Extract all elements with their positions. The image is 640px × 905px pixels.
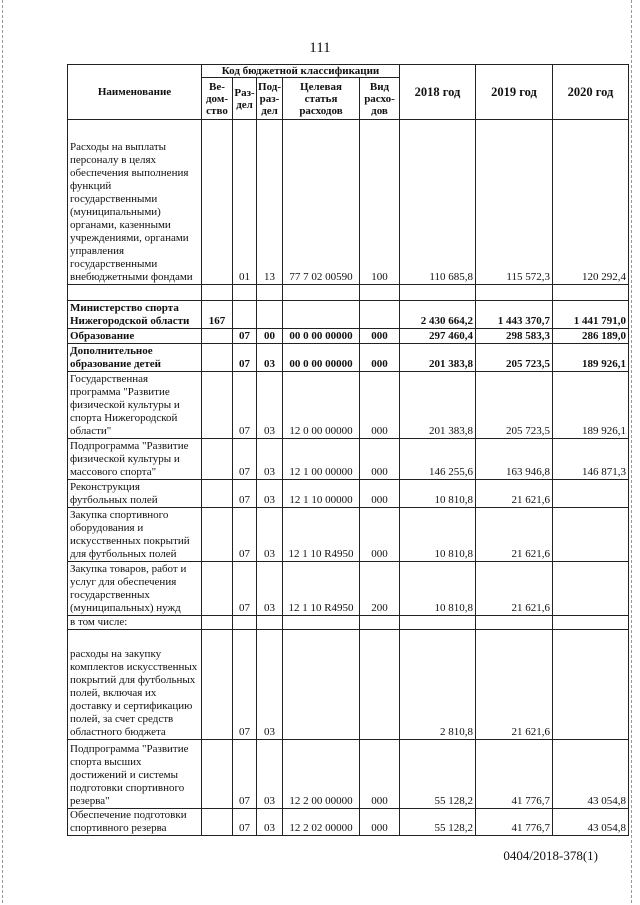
row-tselevaya	[283, 285, 360, 301]
page-number: 111	[309, 40, 331, 56]
row-tselevaya: 12 0 00 00000	[283, 372, 360, 439]
row-podrazdel: 00	[257, 329, 283, 344]
row-vedomstvo	[202, 508, 233, 562]
header-2018: 2018 год	[400, 65, 476, 120]
row-podrazdel: 03	[257, 508, 283, 562]
header-vedomstvo: Ве-дом-ство	[202, 78, 233, 120]
header-2019: 2019 год	[476, 65, 553, 120]
row-2020	[553, 508, 629, 562]
row-tselevaya	[283, 301, 360, 329]
row-vid: 000	[360, 329, 400, 344]
row-vedomstvo	[202, 120, 233, 285]
row-razdel	[233, 616, 257, 630]
row-name: Образование	[68, 329, 202, 344]
row-name: Подпрограмма "Развитие спорта высших достижений и системы подготовки спортивного резерва"	[68, 740, 202, 809]
row-2018: 10 810,8	[400, 508, 476, 562]
document-id: 0404/2018-378(1)	[503, 848, 598, 863]
row-vid: 000	[360, 344, 400, 372]
row-vedomstvo	[202, 616, 233, 630]
row-razdel: 07	[233, 480, 257, 508]
table-row	[68, 344, 629, 372]
row-name: Государственная программа "Развитие физической культуры и спорта Нижегородской области"	[68, 372, 202, 439]
row-tselevaya: 12 1 10 R4950	[283, 508, 360, 562]
row-2020: 286 189,0	[553, 329, 629, 344]
table-header	[68, 65, 629, 120]
scan-edge-right	[631, 0, 632, 905]
row-podrazdel	[257, 301, 283, 329]
row-name: Подпрограмма "Развитие физической культуры и массового спорта"	[68, 439, 202, 480]
table-row	[68, 120, 629, 285]
table-row	[68, 508, 629, 562]
row-2020	[553, 480, 629, 508]
header-tselevaya: Целевая статья расходов	[283, 78, 360, 120]
row-2019: 205 723,5	[476, 344, 553, 372]
row-vedomstvo: 167	[202, 301, 233, 329]
row-2020: 189 926,1	[553, 372, 629, 439]
table-row	[68, 285, 629, 301]
row-2019: 298 583,3	[476, 329, 553, 344]
row-name: Дополнительное образование детей	[68, 344, 202, 372]
row-podrazdel: 03	[257, 372, 283, 439]
row-2019: 41 776,7	[476, 809, 553, 836]
table-row	[68, 329, 629, 344]
row-razdel: 07	[233, 508, 257, 562]
row-2018: 2 430 664,2	[400, 301, 476, 329]
row-2018: 297 460,4	[400, 329, 476, 344]
row-2019: 21 621,6	[476, 508, 553, 562]
row-name: расходы на закупку комплектов искусственных покрытий для футбольных полей, включая их доставку и сертификацию полей, за счет средств областного бюджета	[68, 630, 202, 740]
row-name: Закупка товаров, работ и услуг для обеспечения государственных (муниципальных) нужд	[68, 562, 202, 616]
header-name: Наименование	[68, 65, 202, 120]
header-code-group: Код бюджетной классификации	[202, 65, 400, 78]
row-2020: 146 871,3	[553, 439, 629, 480]
row-2020: 43 054,8	[553, 740, 629, 809]
row-vid: 000	[360, 508, 400, 562]
row-vid: 000	[360, 740, 400, 809]
row-2019: 1 443 370,7	[476, 301, 553, 329]
row-razdel: 07	[233, 329, 257, 344]
row-2018: 2 810,8	[400, 630, 476, 740]
row-2019	[476, 285, 553, 301]
row-2020	[553, 562, 629, 616]
table-row	[68, 562, 629, 616]
row-vedomstvo	[202, 329, 233, 344]
row-2018: 146 255,6	[400, 439, 476, 480]
row-podrazdel: 03	[257, 809, 283, 836]
row-tselevaya: 12 1 10 R4950	[283, 562, 360, 616]
row-name: Закупка спортивного оборудования и искусственных покрытий для футбольных полей	[68, 508, 202, 562]
row-vid: 000	[360, 439, 400, 480]
row-name: Реконструкция футбольных полей	[68, 480, 202, 508]
row-vid	[360, 301, 400, 329]
row-tselevaya: 77 7 02 00590	[283, 120, 360, 285]
row-tselevaya: 00 0 00 00000	[283, 329, 360, 344]
row-podrazdel	[257, 616, 283, 630]
table-row	[68, 372, 629, 439]
row-razdel: 07	[233, 439, 257, 480]
row-vedomstvo	[202, 740, 233, 809]
table-row	[68, 740, 629, 809]
row-2018: 201 383,8	[400, 344, 476, 372]
row-vedomstvo	[202, 439, 233, 480]
header-razdel: Раз-дел	[233, 78, 257, 120]
table-row	[68, 809, 629, 836]
row-podrazdel: 03	[257, 630, 283, 740]
row-podrazdel: 03	[257, 562, 283, 616]
row-2018: 10 810,8	[400, 562, 476, 616]
table-row	[68, 301, 629, 329]
row-vid: 000	[360, 480, 400, 508]
row-vid	[360, 285, 400, 301]
row-vid: 000	[360, 809, 400, 836]
row-2020: 1 441 791,0	[553, 301, 629, 329]
row-vid	[360, 630, 400, 740]
row-vid: 200	[360, 562, 400, 616]
row-2019: 205 723,5	[476, 372, 553, 439]
row-razdel: 01	[233, 120, 257, 285]
table-body	[68, 120, 629, 836]
row-tselevaya	[283, 630, 360, 740]
row-tselevaya: 12 2 00 00000	[283, 740, 360, 809]
row-name	[68, 285, 202, 301]
row-2019: 21 621,6	[476, 480, 553, 508]
row-2020	[553, 616, 629, 630]
row-tselevaya	[283, 616, 360, 630]
table-row	[68, 480, 629, 508]
row-vedomstvo	[202, 630, 233, 740]
row-2019: 115 572,3	[476, 120, 553, 285]
row-tselevaya: 12 2 02 00000	[283, 809, 360, 836]
row-vid	[360, 616, 400, 630]
row-podrazdel	[257, 285, 283, 301]
row-vid: 000	[360, 372, 400, 439]
row-razdel	[233, 285, 257, 301]
row-tselevaya: 12 1 10 00000	[283, 480, 360, 508]
row-2018: 55 128,2	[400, 809, 476, 836]
row-2020	[553, 285, 629, 301]
header-podrazdel: Под-раз-дел	[257, 78, 283, 120]
row-vedomstvo	[202, 480, 233, 508]
row-2020: 120 292,4	[553, 120, 629, 285]
row-2020: 43 054,8	[553, 809, 629, 836]
row-2018: 110 685,8	[400, 120, 476, 285]
row-vedomstvo	[202, 562, 233, 616]
table-row	[68, 616, 629, 630]
row-razdel: 07	[233, 809, 257, 836]
row-name: Министерство спорта Нижегородской области	[68, 301, 202, 329]
row-razdel	[233, 301, 257, 329]
row-2019: 21 621,6	[476, 562, 553, 616]
row-podrazdel: 03	[257, 480, 283, 508]
row-vedomstvo	[202, 809, 233, 836]
row-podrazdel: 13	[257, 120, 283, 285]
row-tselevaya: 12 1 00 00000	[283, 439, 360, 480]
row-2018	[400, 285, 476, 301]
row-2020	[553, 630, 629, 740]
row-2019: 41 776,7	[476, 740, 553, 809]
row-razdel: 07	[233, 344, 257, 372]
row-vid: 100	[360, 120, 400, 285]
row-vedomstvo	[202, 344, 233, 372]
table-row	[68, 439, 629, 480]
row-2018: 201 383,8	[400, 372, 476, 439]
row-podrazdel: 03	[257, 439, 283, 480]
row-razdel: 07	[233, 372, 257, 439]
row-name: в том числе:	[68, 616, 202, 630]
row-podrazdel: 03	[257, 344, 283, 372]
row-2019	[476, 616, 553, 630]
row-razdel: 07	[233, 562, 257, 616]
row-razdel: 07	[233, 740, 257, 809]
row-2018: 55 128,2	[400, 740, 476, 809]
row-2020: 189 926,1	[553, 344, 629, 372]
table-row	[68, 630, 629, 740]
budget-table	[67, 64, 629, 836]
row-vedomstvo	[202, 372, 233, 439]
row-2019: 163 946,8	[476, 439, 553, 480]
row-2018	[400, 616, 476, 630]
row-2018: 10 810,8	[400, 480, 476, 508]
row-name: Расходы на выплаты персоналу в целях обеспечения выполнения функций государственными (муниципальными) органами, казенными учреждениями, органами управления государственными внебюджетными фондами	[68, 120, 202, 285]
header-2020: 2020 год	[553, 65, 629, 120]
row-2019: 21 621,6	[476, 630, 553, 740]
row-vedomstvo	[202, 285, 233, 301]
row-razdel: 07	[233, 630, 257, 740]
row-podrazdel: 03	[257, 740, 283, 809]
row-tselevaya: 00 0 00 00000	[283, 344, 360, 372]
header-vid: Вид расхо-дов	[360, 78, 400, 120]
row-name: Обеспечение подготовки спортивного резерва	[68, 809, 202, 836]
scan-edge-left	[2, 0, 3, 905]
